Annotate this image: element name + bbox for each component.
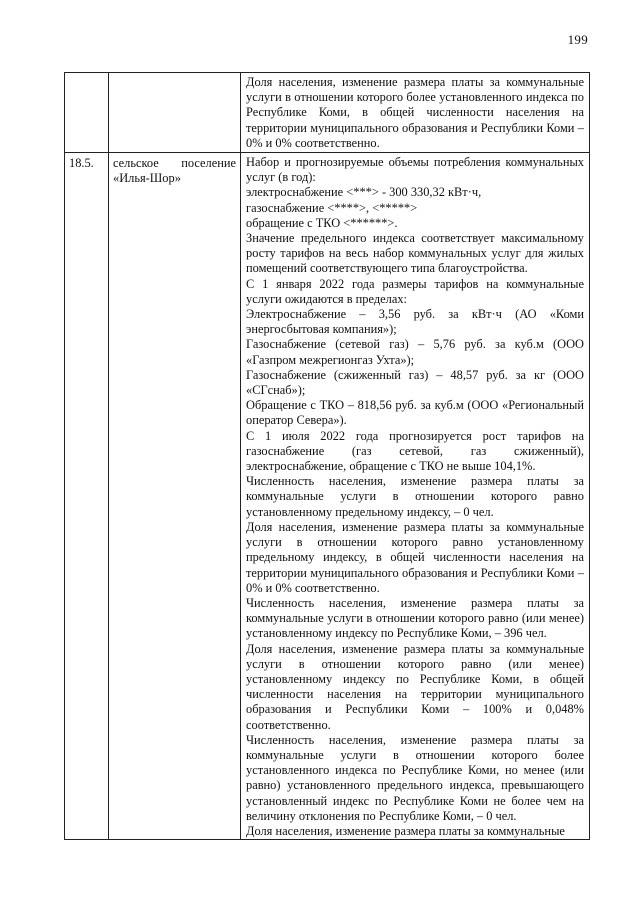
paragraph: Электроснабжение – 3,56 руб. за кВт·ч (АО «Коми энергосбытовая компания»); (246, 307, 584, 337)
paragraph: электроснабжение <***> - 300 330,32 кВт·ч, (246, 185, 482, 200)
page-number: 199 (567, 32, 588, 47)
paragraph: Численность населения, изменение размера платы за коммунальные услуги в отношении которого равно установленному предельному индексу, – 0 чел. (246, 474, 584, 519)
row-number-cell: 18.5. (65, 153, 109, 840)
description-cell (241, 73, 590, 153)
paragraph: С 1 июля 2022 года прогнозируется рост тарифов на газоснабжение (газ сетевой, газ сжиженный), электроснабжение, обращение с ТКО не выше 104,1%. (246, 428, 584, 474)
paragraph: Доля населения, изменение размера платы за коммунальные услуги в отношении которого более установленного индекса по Республике Коми, в общей численности населения на территории муниципального образования и Республики Коми – 0% и 0% соответственно. (246, 75, 584, 150)
paragraph: Набор и прогнозируемые объемы потребления коммунальных услуг (в год): (246, 155, 584, 185)
paragraph: Значение предельного индекса соответствует максимальному росту тарифов на весь набор коммунальных услуг для жилых помещений соответствующего типа благоустройства. (246, 231, 584, 276)
row-number-cell (65, 73, 109, 153)
description-cell (241, 153, 590, 840)
paragraph: Численность населения, изменение размера платы за коммунальные услуги в отношении которого равно (или менее) установленному индексу по Республике Коми, – 396 чел. (246, 595, 584, 641)
paragraph: обращение с ТКО <******>. (246, 215, 398, 230)
table-row (65, 73, 590, 153)
paragraph: Газоснабжение (сетевой газ) – 5,76 руб. за куб.м (ООО «Газпром межрегионгаз Ухта»); (246, 337, 584, 367)
municipality-name-cell: сельское поселение «Илья-Шор» (109, 153, 241, 840)
tariff-table (64, 72, 590, 840)
municipality-name-cell (109, 73, 241, 153)
paragraph: Доля населения, изменение размера платы за коммунальные услуги в отношении которого равно установленному предельному индексу, в общей численности населения на территории муниципального образования и Республики Коми – 0% и 0% соответственно. (246, 519, 584, 595)
table-row (65, 153, 590, 840)
paragraph: Численность населения, изменение размера платы за коммунальные услуги в отношении которого более установленного индекса по Республике Коми, но менее (или равно) установленного предельного индекса, превышающего установленный индекс по Республике Коми не более чем на величину отклонения по Республике Коми, – 0 чел. (246, 732, 584, 823)
paragraph: Доля населения, изменение размера платы за коммунальные услуги в отношении которого равно (или менее) установленному индексу по Республике Коми, в общей численности населения на территории муниципального образования и Республики Коми – 100% и 0,048% соответственно. (246, 641, 584, 732)
paragraph: Газоснабжение (сжиженный газ) – 48,57 руб. за кг (ООО «СГснаб»); (246, 367, 584, 398)
paragraph: Обращение с ТКО – 818,56 руб. за куб.м (ООО «Региональный оператор Севера»). (246, 398, 584, 428)
paragraph: Доля населения, изменение размера платы за коммунальные (246, 823, 565, 838)
paragraph: газоснабжение <****>, <*****> (246, 200, 418, 215)
paragraph: С 1 января 2022 года размеры тарифов на коммунальные услуги ожидаются в пределах: (246, 276, 584, 306)
